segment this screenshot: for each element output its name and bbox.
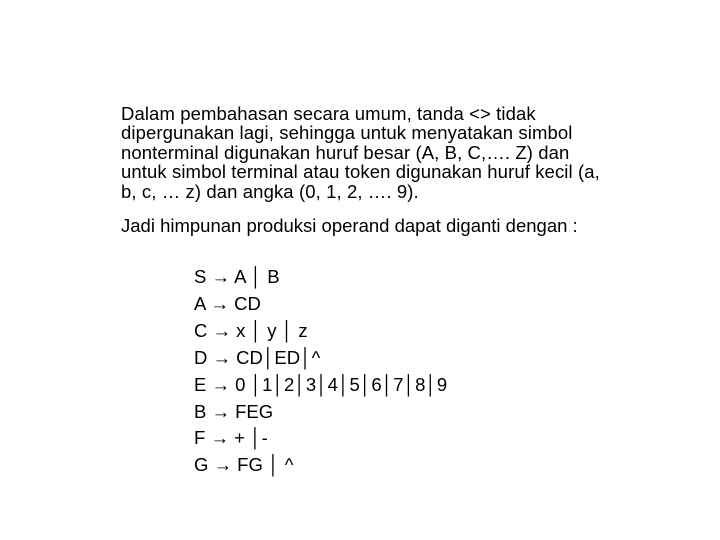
intro-line: b, c, … z) dan angka (0, 1, 2, …. 9). bbox=[121, 180, 419, 202]
closing-sentence: Jadi himpunan produksi operand dapat diganti dengan : bbox=[121, 215, 578, 236]
production-rule: E → 0 │1│2│3│4│5│6│7│8│9 bbox=[194, 373, 448, 395]
intro-line: untuk simbol terminal atau token digunakan huruf kecil (a, bbox=[121, 161, 600, 183]
production-rule: S → A │ B bbox=[194, 266, 280, 287]
production-rule: C → x │ y │ z bbox=[194, 319, 308, 341]
production-rules-list bbox=[194, 264, 447, 479]
intro-line: Dalam pembahasan secara umum, tanda <> tidak bbox=[121, 103, 536, 124]
intro-paragraph bbox=[121, 104, 691, 201]
production-rule: G → FG │ ^ bbox=[194, 454, 294, 476]
production-rule: B → FEG bbox=[194, 400, 274, 422]
intro-line: dipergunakan lagi, sehingga untuk menyatakan simbol bbox=[121, 122, 573, 144]
production-rule: F → + │- bbox=[194, 427, 268, 449]
production-rule: A → CD bbox=[194, 292, 261, 314]
production-rule: D → CD│ED│^ bbox=[194, 346, 321, 368]
intro-line: nonterminal digunakan huruf besar (A, B, C,…. Z) dan bbox=[121, 141, 570, 163]
